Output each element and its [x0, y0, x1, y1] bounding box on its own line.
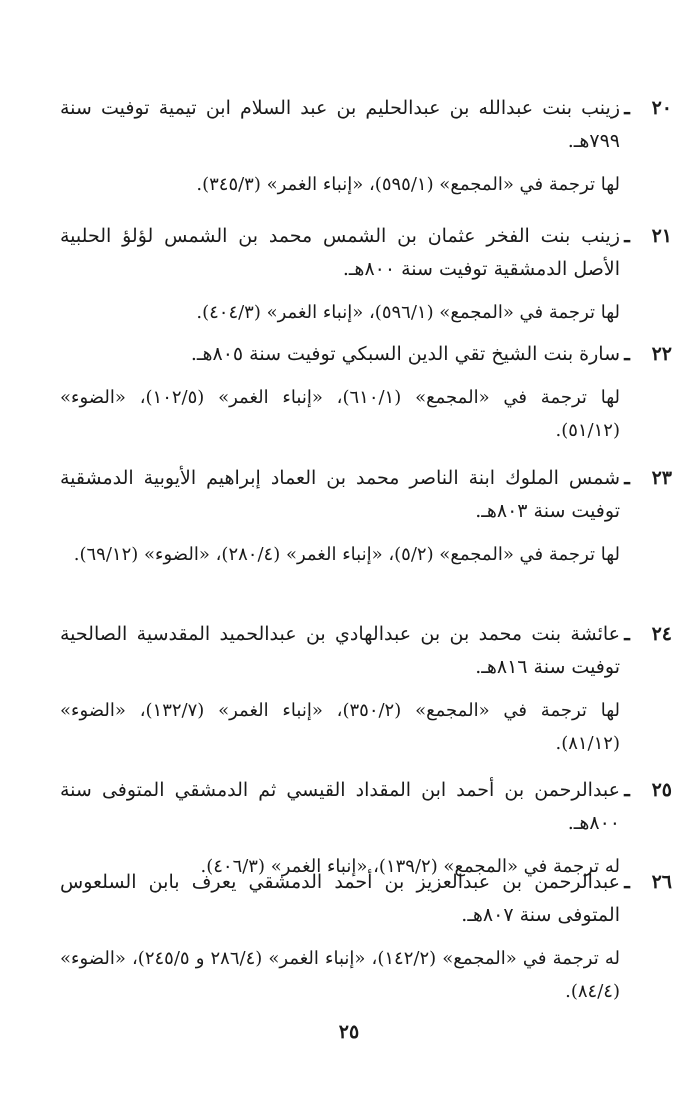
entry-reference: لها ترجمة في «المجمع» (٥/٢)، «إنباء الغمر» (٢٨٠/٤)، «الضوء» (٦٩/١٢). [73, 544, 620, 565]
entry-reference: لها ترجمة في «المجمع» (٥٩٥/١)، «إنباء الغمر» (٣٤٥/٣). [196, 174, 620, 195]
entry-dash: ـ [624, 343, 630, 365]
entry-biography: زينب بنت الفخر عثمان بن الشمس محمد بن الشمس لؤلؤ الحلبية الأصل الدمشقية توفيت سنة ٨٠٠هـ. [60, 225, 620, 280]
entry-number: ٢٤ [651, 623, 672, 645]
entry-biography: شمس الملوك ابنة الناصر محمد بن العماد إبراهيم الأيوبية الدمشقية توفيت سنة ٨٠٣هـ. [60, 467, 620, 522]
entry-biography: سارة بنت الشيخ تقي الدين السبكي توفيت سنة ٨٠٥هـ. [190, 343, 620, 365]
entry-dash: ـ [624, 97, 630, 119]
entry-heading [60, 92, 672, 158]
entry-heading [60, 338, 672, 371]
entry-number: ٢٢ [651, 343, 672, 365]
entry-20 [60, 92, 672, 201]
entry-reference: له ترجمة في «المجمع» (١٣٩/٢)، «إنباء الغمر» (٤٠٦/٣). [200, 856, 620, 877]
entry-biography: عبدالرحمن بن أحمد ابن المقداد القيسي ثم الدمشقي المتوفى سنة ٨٠٠هـ. [60, 779, 620, 834]
entry-heading [60, 618, 672, 684]
entry-heading [60, 866, 672, 932]
entry-biography: عائشة بنت محمد بن بن عبدالهادي بن عبدالحميد المقدسية الصالحية توفيت سنة ٨١٦هـ. [60, 623, 620, 678]
entry-biography: زينب بنت عبدالله بن عبدالحليم بن عبد السلام ابن تيمية توفيت سنة ٧٩٩هـ. [60, 97, 620, 152]
entry-heading [60, 220, 672, 286]
entry-reference: لها ترجمة في «المجمع» (٥٩٦/١)، «إنباء الغمر» (٤٠٤/٣). [196, 302, 620, 323]
entry-number: ٢٠ [651, 97, 672, 119]
entry-number: ٢١ [651, 225, 672, 247]
entry-number: ٢٥ [651, 779, 672, 801]
entry-dash: ـ [624, 779, 630, 801]
entry-reference: لها ترجمة في «المجمع» (٦١٠/١)، «إنباء الغمر» (١٠٢/٥)، «الضوء» (٥١/١٢). [60, 387, 620, 441]
entry-22 [60, 338, 672, 447]
entry-heading [60, 774, 672, 840]
entry-reference: له ترجمة في «المجمع» (١٤٢/٢)، «إنباء الغمر» (٢٨٦/٤ و ٢٤٥/٥)، «الضوء» (٨٤/٤). [60, 948, 620, 1002]
entry-dash: ـ [624, 871, 630, 893]
entry-number: ٢٣ [651, 467, 672, 489]
entry-dash: ـ [624, 623, 630, 645]
entry-reference: لها ترجمة في «المجمع» (٣٥٠/٢)، «إنباء الغمر» (١٣٢/٧)، «الضوء» (٨١/١٢). [60, 700, 620, 754]
page-number: ٢٥ [338, 1021, 360, 1043]
entry-21 [60, 220, 672, 329]
entry-biography: عبدالرحمن بن عبدالعزيز بن أحمد الدمشقي يعرف بابن السلعوس المتوفى سنة ٨٠٧هـ. [60, 871, 620, 926]
entry-number: ٢٦ [651, 871, 672, 893]
entry-dash: ـ [624, 225, 630, 247]
entry-23 [60, 462, 672, 571]
entry-24 [60, 618, 672, 760]
entry-dash: ـ [624, 467, 630, 489]
entry-heading [60, 462, 672, 528]
entry-26 [60, 866, 672, 1008]
